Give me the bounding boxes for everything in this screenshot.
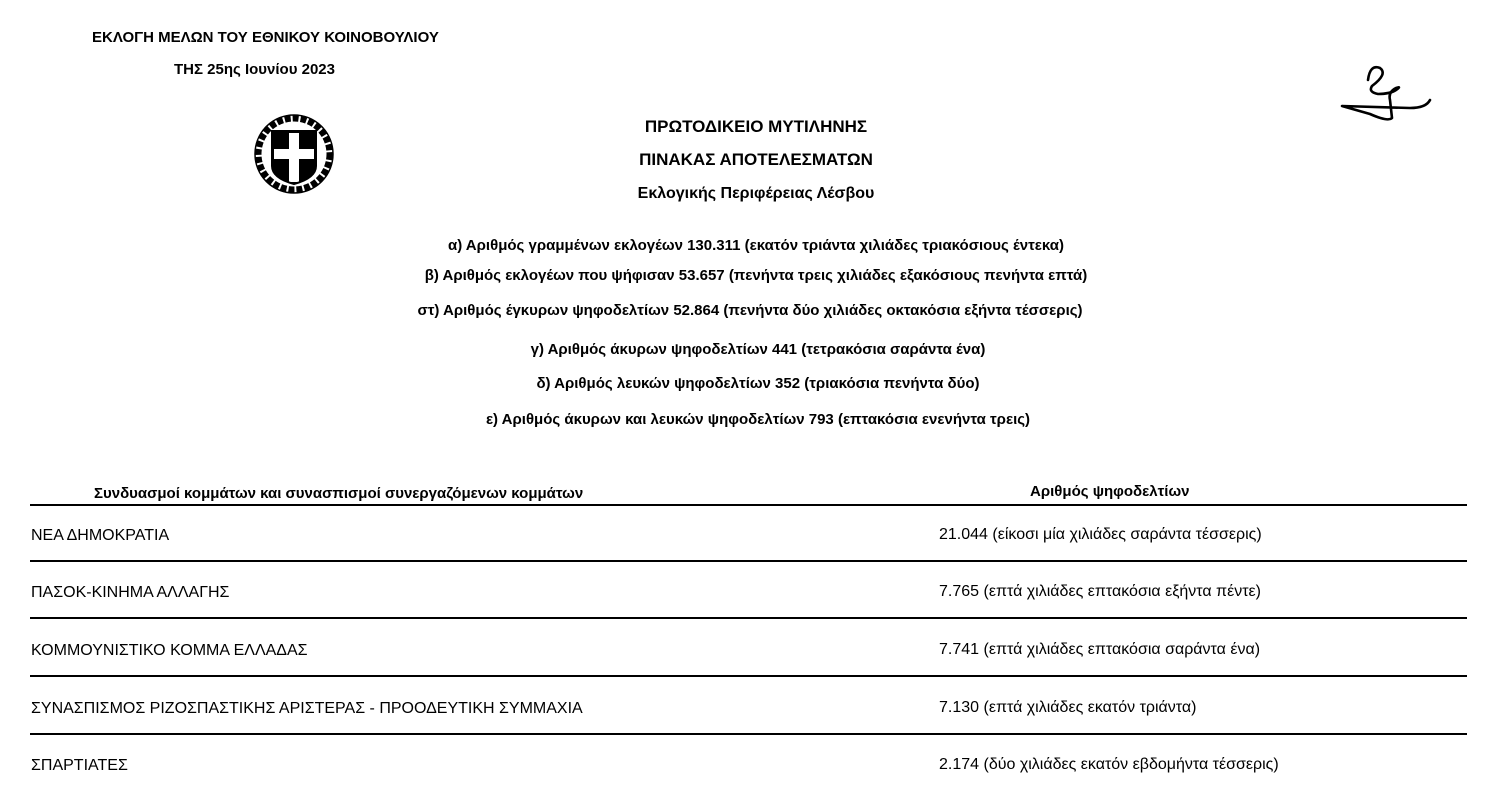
court-name: ΠΡΩΤΟΔΙΚΕΙΟ ΜΥΤΙΛΗΝΗΣ — [644, 117, 868, 136]
party-votes: 21.044 (είκοσι μία χιλιάδες σαράντα τέσσερις) — [939, 526, 1262, 543]
party-name: ΣΠΑΡΤΙΑΤΕΣ — [31, 757, 128, 774]
stat-invalid-ballots: γ) Αριθμός άκυρων ψηφοδελτίων 441 (τετρακόσια σαράντα ένα) — [530, 341, 986, 358]
stat-blank-ballots: δ) Αριθμός λευκών ψηφοδελτίων 352 (τριακόσια πενήντα δύο) — [536, 375, 980, 392]
electoral-region: Εκλογικής Περιφέρειας Λέσβου — [637, 185, 875, 202]
results-table-title: ΠΙΝΑΚΑΣ ΑΠΟΤΕΛΕΣΜΑΤΩΝ — [639, 150, 873, 169]
stat-invalid-and-blank: ε) Αριθμός άκυρων και λευκών ψηφοδελτίων 793 (επτακόσια ενενήντα τρεις) — [485, 411, 1031, 428]
party-name: ΚΟΜΜΟΥΝΙΣΤΙΚΟ ΚΟΜΜΑ ΕΛΛΑΔΑΣ — [31, 642, 308, 659]
column-header-votes: Αριθμός ψηφοδελτίων — [1030, 483, 1190, 500]
party-name: ΝΕΑ ΔΗΜΟΚΡΑΤΙΑ — [31, 527, 170, 544]
election-date: ΤΗΣ 25ης Ιουνίου 2023 — [174, 61, 335, 78]
party-name: ΣΥΝΑΣΠΙΣΜΟΣ ΡΙΖΟΣΠΑΣΤΙΚΗΣ ΑΡΙΣΤΕΡΑΣ - ΠΡΟΟΔΕΥΤΙΚΗ ΣΥΜΜΑΧΙΑ — [31, 700, 583, 717]
party-votes: 7.765 (επτά χιλιάδες επτακόσια εξήντα πέντε) — [939, 583, 1262, 600]
table-rule — [30, 560, 1467, 562]
party-votes: 2.174 (δύο χιλιάδες εκατόν εβδομήντα τέσσερις) — [939, 756, 1279, 773]
party-votes: 7.741 (επτά χιλιάδες επτακόσια σαράντα ένα) — [939, 641, 1261, 658]
table-rule — [30, 675, 1467, 677]
party-name: ΠΑΣΟΚ-ΚΙΝΗΜΑ ΑΛΛΑΓΗΣ — [31, 584, 230, 601]
table-rule — [30, 504, 1467, 506]
stat-registered-voters: α) Αριθμός γραμμένων εκλογέων 130.311 (εκατόν τριάντα χιλιάδες τριακόσιους έντεκα) — [447, 237, 1064, 254]
table-rule — [30, 617, 1467, 619]
election-title: ΕΚΛΟΓΗ ΜΕΛΩΝ ΤΟΥ ΕΘΝΙΚΟΥ ΚΟΙΝΟΒΟΥΛΙΟΥ — [92, 29, 439, 46]
party-votes: 7.130 (επτά χιλιάδες εκατόν τριάντα) — [939, 699, 1197, 716]
table-rule — [30, 733, 1467, 735]
stat-voters-voted: β) Αριθμός εκλογέων που ψήφισαν 53.657 (πενήντα τρεις χιλιάδες εξακόσιους πενήντα επτά) — [424, 267, 1088, 284]
column-header-party: Συνδυασμοί κομμάτων και συνασπισμοί συνεργαζόμενων κομμάτων — [94, 485, 584, 502]
stat-valid-ballots: στ) Αριθμός έγκυρων ψηφοδελτίων 52.864 (πενήντα δύο χιλιάδες οκτακόσια εξήντα τέσσερις) — [417, 302, 1083, 319]
